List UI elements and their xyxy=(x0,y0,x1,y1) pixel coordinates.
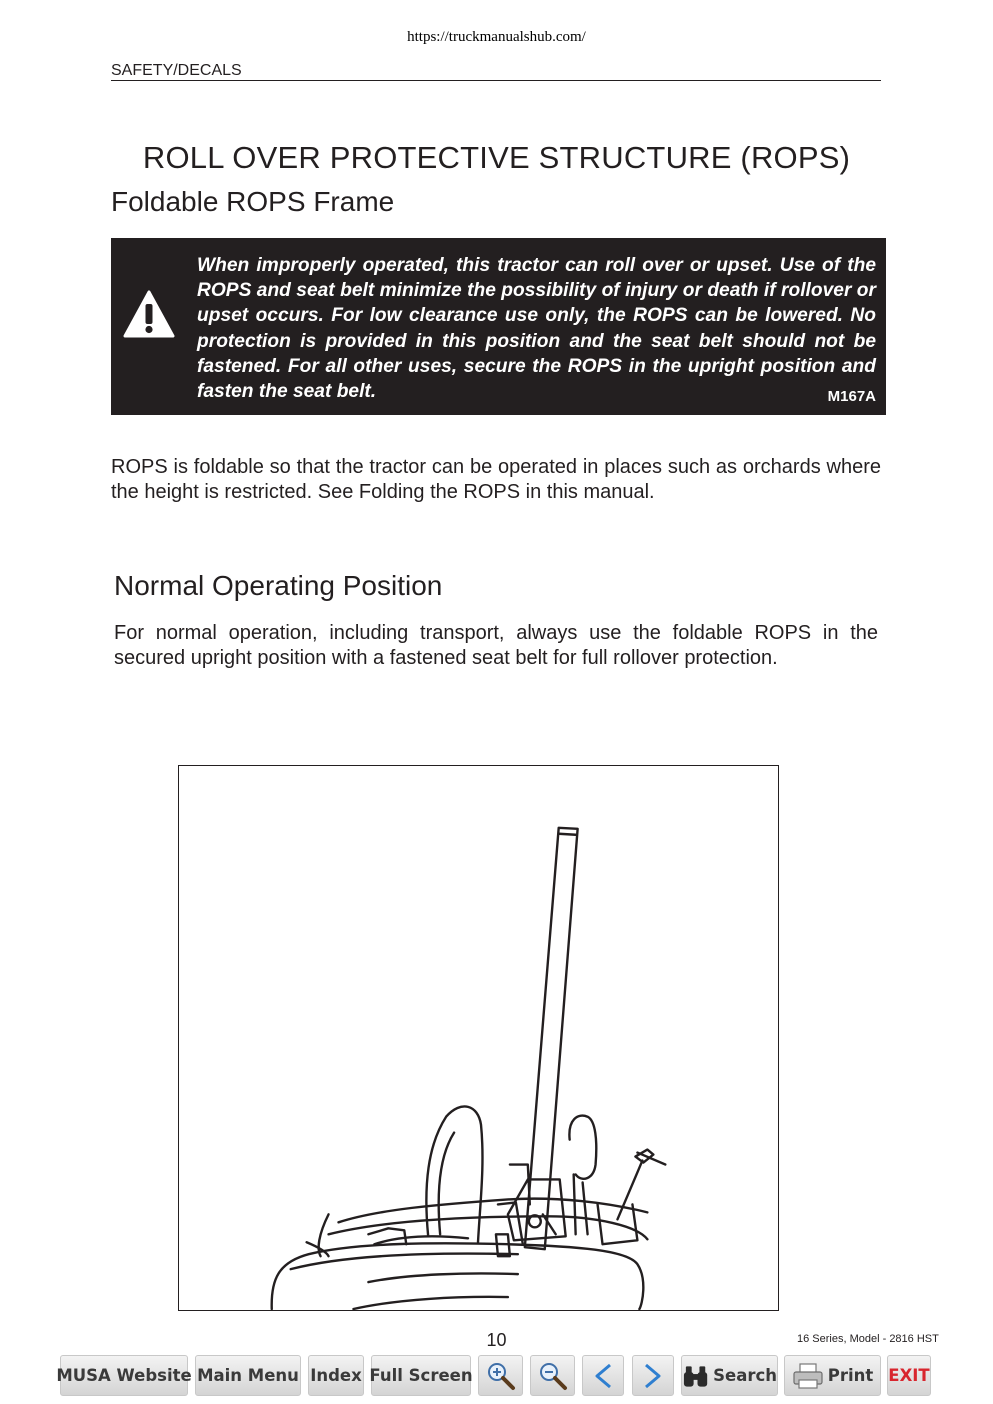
binoculars-icon xyxy=(682,1363,709,1389)
main-menu-button[interactable] xyxy=(195,1355,301,1396)
zoom-in-button[interactable] xyxy=(478,1355,523,1396)
printer-icon xyxy=(792,1362,824,1390)
warning-code: M167A xyxy=(827,388,876,405)
search-button[interactable] xyxy=(681,1355,778,1396)
warning-text: When improperly operated, this tractor can roll over or upset. Use of the ROPS and seat belt minimize the possibility of injury or death if rollover or upset occurs. For low clearance use only, the ROPS can be lowered. No protection is provided in this position and the seat belt should not be fastened. For all other uses, secure the ROPS in the upright position and fasten the seat belt. xyxy=(197,255,876,403)
normal-operation-paragraph: For normal operation, including transport, always use the foldable ROPS in the secured upright position with a fastened seat belt for full rollover protection. xyxy=(114,622,878,669)
section-heading-normal-operating: Normal Operating Position xyxy=(114,570,443,601)
full-screen-label: Full Screen xyxy=(369,1366,473,1385)
page-title: ROLL OVER PROTECTIVE STRUCTURE (ROPS) xyxy=(142,140,851,175)
print-button[interactable] xyxy=(784,1355,881,1396)
print-label: Print xyxy=(827,1366,874,1385)
warning-exclamation-icon xyxy=(123,290,175,338)
arrow-left-icon xyxy=(592,1362,614,1390)
full-screen-button[interactable] xyxy=(371,1355,471,1396)
exit-button[interactable] xyxy=(887,1355,931,1396)
previous-page-button[interactable] xyxy=(582,1355,624,1396)
musa-website-label: MUSA Website xyxy=(56,1366,192,1385)
warning-box xyxy=(111,238,886,415)
page-number: 10 xyxy=(486,1330,507,1350)
main-menu-label: Main Menu xyxy=(197,1366,299,1385)
musa-website-button[interactable] xyxy=(56,1355,192,1396)
rops-upright-illustration xyxy=(178,765,779,1311)
page-subtitle: Foldable ROPS Frame xyxy=(111,186,395,217)
index-label: Index xyxy=(310,1366,362,1385)
arrow-right-icon xyxy=(642,1362,664,1390)
source-url: https://truckmanualshub.com/ xyxy=(407,29,586,45)
zoom-in-icon xyxy=(486,1361,516,1391)
section-header-label: SAFETY/DECALS xyxy=(111,62,242,79)
section-header xyxy=(111,61,881,81)
exit-label: EXIT xyxy=(888,1366,930,1385)
intro-paragraph: ROPS is foldable so that the tractor can be operated in places such as orchards where the height is restricted. See Folding the ROPS in this manual. xyxy=(111,456,881,503)
index-button[interactable] xyxy=(308,1355,364,1396)
zoom-out-button[interactable] xyxy=(530,1355,575,1396)
zoom-out-icon xyxy=(538,1361,568,1391)
next-page-button[interactable] xyxy=(632,1355,674,1396)
model-label: 16 Series, Model - 2816 HST xyxy=(797,1333,939,1345)
search-label: Search xyxy=(713,1366,777,1385)
